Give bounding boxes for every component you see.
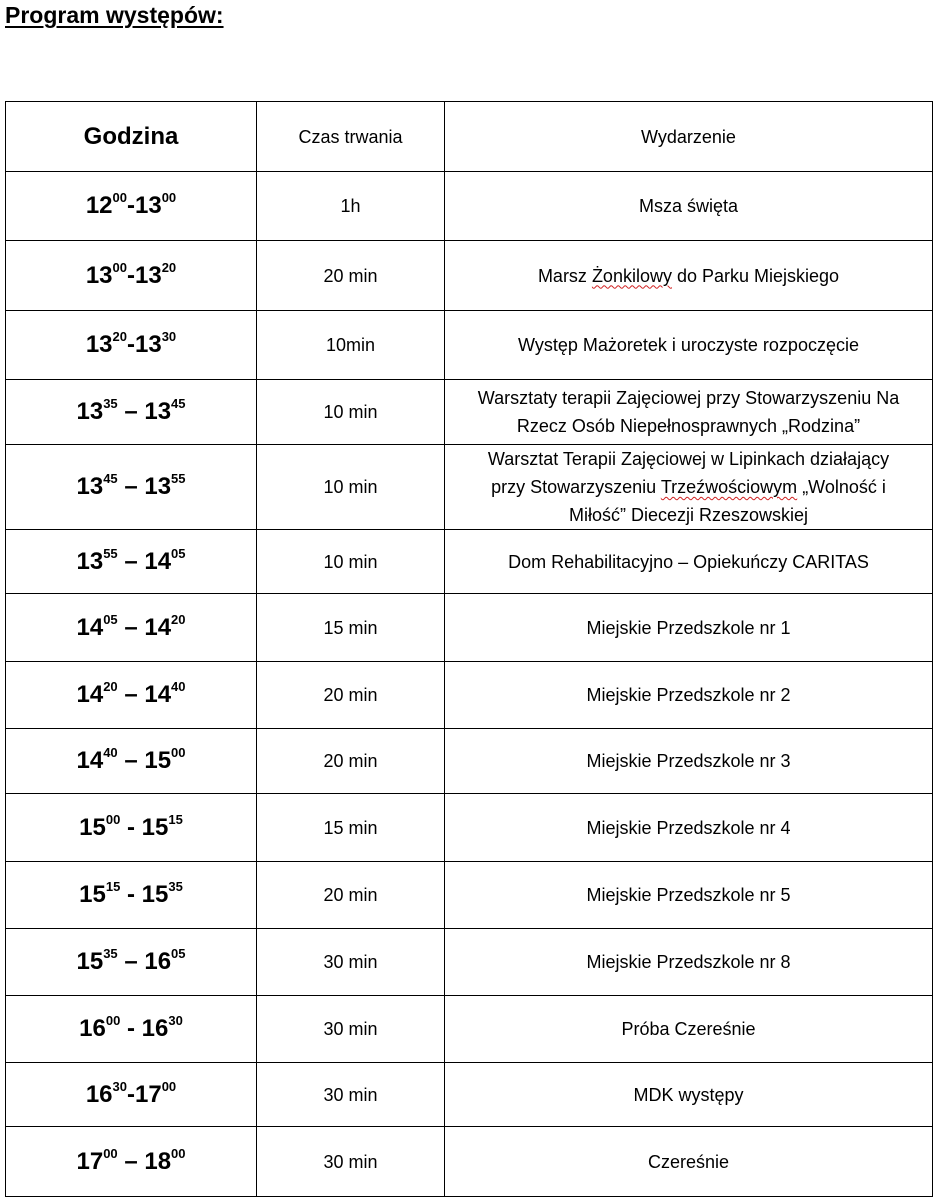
time-separator: - [120,813,142,841]
time-separator: - [127,331,135,358]
end-hour: 13 [144,398,172,425]
start-hour: 12 [85,192,113,219]
event-line: Marsz Żonkilowy do Parku Miejskiego [537,265,840,286]
end-minute: 00 [171,745,186,760]
event-line: Msza święta [638,196,739,216]
page-title: Program występów: [5,2,224,28]
event-line: Występ Mażoretek i uroczyste rozpoczęcie [518,335,859,355]
start-minute: 30 [112,1078,127,1094]
time-separator: - [127,192,135,219]
time-separator: – [117,473,145,500]
event-cell [445,996,933,1063]
end-hour: 18 [144,1147,172,1175]
start-minute: 00 [112,190,127,205]
table-row [6,530,933,594]
event-line: Miejskie Przedszkole nr 2 [586,685,791,705]
end-minute: 00 [161,1078,177,1094]
end-hour: 14 [144,613,172,641]
event-line: Miejskie Przedszkole nr 5 [586,885,791,905]
end-minute: 00 [161,190,177,205]
event-line: Rzecz Osób Niepełnosprawnych „Rodzina” [516,416,861,436]
time-cell [6,241,257,311]
start-minute: 20 [103,679,118,694]
time-cell [6,1127,257,1197]
start-minute: 55 [103,545,118,561]
start-hour: 15 [79,813,106,841]
duration-cell: 10min [257,311,445,380]
end-minute: 05 [171,545,186,561]
start-hour: 15 [76,948,104,975]
time-separator: – [117,398,145,425]
time-separator: - [120,881,142,908]
end-hour: 13 [135,192,162,219]
schedule-body [6,172,933,1197]
end-hour: 17 [135,1080,162,1108]
time-cell [6,530,257,594]
event-line: Miejskie Przedszkole nr 3 [586,751,791,771]
table-header-row [6,102,933,172]
end-minute: 00 [171,1145,186,1161]
event-cell [445,662,933,729]
end-minute: 20 [171,611,186,627]
start-minute: 35 [103,396,118,411]
start-minute: 05 [103,611,118,627]
start-hour: 14 [76,747,104,774]
start-hour: 14 [76,681,104,708]
duration-cell: 10 min [257,445,445,530]
end-minute: 05 [171,946,186,961]
event-line: przy Stowarzyszeniu Trzeźwościowym „Wolność i [491,477,886,497]
end-minute: 20 [161,259,177,275]
duration-cell: 10 min [257,530,445,594]
start-hour: 17 [76,1147,104,1175]
event-cell [445,241,933,311]
time-cell [6,594,257,662]
duration-cell: 30 min [257,1063,445,1127]
time-cell [6,1063,257,1127]
table-row [6,1127,933,1197]
end-minute: 15 [168,811,183,827]
column-header-event: Wydarzenie [445,102,933,172]
table-row [6,794,933,862]
start-hour: 16 [85,1080,113,1108]
event-line: Miejskie Przedszkole nr 1 [586,617,791,638]
event-line: Miejskie Przedszkole nr 8 [586,952,791,972]
table-row [6,172,933,241]
duration-cell: 20 min [257,729,445,794]
table-row [6,862,933,929]
event-cell [445,1063,933,1127]
start-hour: 15 [79,881,106,908]
time-separator: - [120,1015,142,1042]
event-cell [445,794,933,862]
end-minute: 40 [171,679,186,694]
event-cell [445,172,933,241]
duration-cell: 20 min [257,862,445,929]
column-header-time: Godzina [6,102,257,172]
start-minute: 00 [103,1145,118,1161]
duration-cell: 30 min [257,1127,445,1197]
end-minute: 30 [168,1013,183,1028]
time-separator: – [117,1147,145,1175]
table-row [6,729,933,794]
event-cell [445,1127,933,1197]
duration-cell: 20 min [257,241,445,311]
end-minute: 45 [171,396,186,411]
end-hour: 13 [135,261,162,289]
end-hour: 15 [141,813,169,841]
start-minute: 00 [105,811,121,827]
end-hour: 13 [135,331,162,358]
event-line: Czereśnie [647,1151,730,1172]
start-minute: 40 [103,745,118,760]
end-hour: 14 [144,547,172,575]
start-minute: 35 [103,946,118,961]
event-cell [445,729,933,794]
start-minute: 00 [105,1013,121,1028]
schedule-table [5,101,933,1197]
duration-cell: 15 min [257,794,445,862]
start-minute: 00 [112,259,127,275]
start-minute: 15 [105,879,121,894]
end-hour: 13 [144,473,172,500]
duration-cell: 15 min [257,594,445,662]
start-hour: 14 [76,613,104,641]
duration-cell: 10 min [257,380,445,445]
time-separator: - [127,261,135,289]
event-line: Miłość” Diecezji Rzeszowskiej [568,505,809,525]
start-hour: 13 [85,261,113,289]
start-hour: 13 [76,398,104,425]
table-row [6,311,933,380]
event-line: Warsztaty terapii Zajęciowej przy Stowarzyszeniu Na [477,388,900,408]
time-cell [6,729,257,794]
event-cell [445,380,933,445]
table-row [6,996,933,1063]
time-separator: - [127,1080,135,1108]
event-cell [445,311,933,380]
time-cell [6,996,257,1063]
table-row [6,929,933,996]
start-hour: 16 [79,1015,106,1042]
end-minute: 55 [171,471,186,486]
start-hour: 13 [76,547,104,575]
table-row [6,594,933,662]
end-hour: 15 [144,747,172,774]
time-cell [6,172,257,241]
time-cell [6,929,257,996]
end-hour: 16 [144,948,172,975]
end-minute: 35 [168,879,183,894]
time-cell [6,862,257,929]
end-hour: 14 [144,681,172,708]
spellcheck-underline: Żonkilowy [591,265,672,286]
end-hour: 15 [141,881,169,908]
event-cell [445,929,933,996]
time-separator: – [117,681,145,708]
duration-cell: 20 min [257,662,445,729]
time-cell [6,380,257,445]
event-line: Miejskie Przedszkole nr 4 [586,817,791,838]
start-hour: 13 [76,473,104,500]
event-cell [445,594,933,662]
event-line: MDK występy [633,1084,744,1105]
duration-cell: 1h [257,172,445,241]
time-separator: – [117,613,145,641]
spellcheck-underline: Trzeźwościowym [660,477,798,497]
duration-cell: 30 min [257,929,445,996]
column-header-duration: Czas trwania [257,102,445,172]
event-line: Warsztat Terapii Zajęciowej w Lipinkach działający [487,449,890,469]
event-cell [445,862,933,929]
end-minute: 30 [161,329,177,344]
start-hour: 13 [85,331,113,358]
event-cell [445,530,933,594]
event-cell [445,445,933,530]
time-separator: – [117,747,145,774]
start-minute: 20 [112,329,127,344]
time-cell [6,311,257,380]
table-row [6,445,933,530]
end-hour: 16 [141,1015,169,1042]
time-separator: – [117,948,145,975]
event-line: Dom Rehabilitacyjno – Opiekuńczy CARITAS [508,551,869,572]
time-separator: – [117,547,145,575]
table-row [6,241,933,311]
start-minute: 45 [103,471,118,486]
time-cell [6,794,257,862]
duration-cell: 30 min [257,996,445,1063]
table-row [6,1063,933,1127]
table-row [6,380,933,445]
time-cell [6,445,257,530]
time-cell [6,662,257,729]
event-line: Próba Czereśnie [621,1019,756,1039]
table-row [6,662,933,729]
